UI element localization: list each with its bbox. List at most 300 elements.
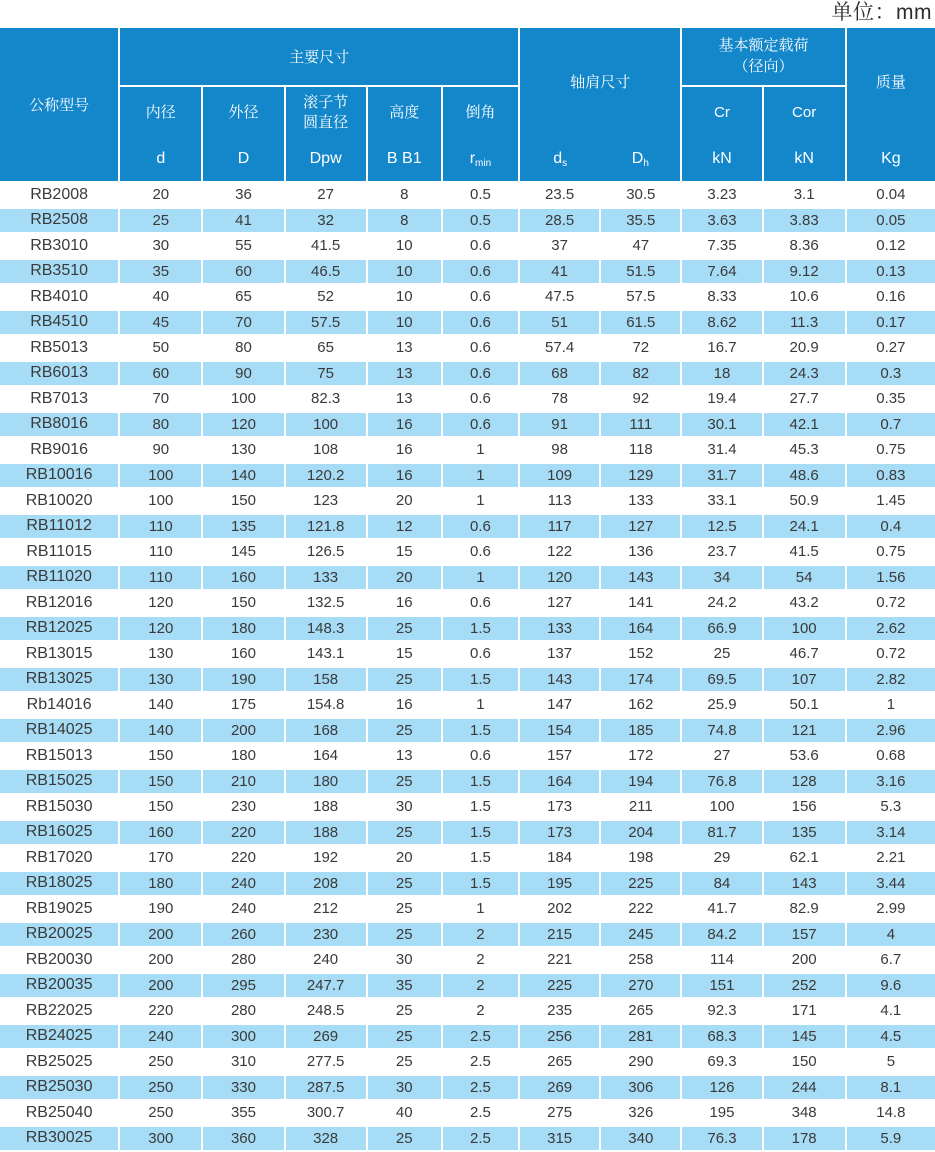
model-cell: RB6013 xyxy=(0,362,120,388)
value-cell: 160 xyxy=(203,566,285,592)
value-cell: 76.8 xyxy=(682,770,763,796)
col-header-ds: $d_s$ xyxy=(553,149,568,169)
value-cell: 0.17 xyxy=(847,311,935,337)
value-cell: 80 xyxy=(203,336,285,362)
table-row xyxy=(0,821,935,847)
value-cell: 8.62 xyxy=(682,311,763,337)
model-cell: RB14025 xyxy=(0,719,120,745)
table-row xyxy=(0,566,935,592)
model-cell: RB2008 xyxy=(0,183,120,209)
value-cell: 30.5 xyxy=(601,183,682,209)
value-cell: 135 xyxy=(764,821,847,847)
value-cell: 0.83 xyxy=(847,464,935,490)
value-cell: 0.5 xyxy=(443,183,520,209)
value-cell: 0.6 xyxy=(443,285,520,311)
value-cell: 55 xyxy=(203,234,285,260)
value-cell: 41.5 xyxy=(286,234,368,260)
value-cell: 250 xyxy=(120,1101,203,1127)
value-cell: 133 xyxy=(520,617,601,643)
value-cell: 9.12 xyxy=(764,260,847,286)
value-cell: 128 xyxy=(764,770,847,796)
value-cell: 164 xyxy=(601,617,682,643)
value-cell: 25 xyxy=(368,617,443,643)
table-row xyxy=(0,438,935,464)
table-row xyxy=(0,617,935,643)
table-row xyxy=(0,872,935,898)
value-cell: 8.36 xyxy=(764,234,847,260)
model-cell: RB25040 xyxy=(0,1101,120,1127)
value-cell: 220 xyxy=(120,999,203,1025)
value-cell: 0.12 xyxy=(847,234,935,260)
value-cell: 8 xyxy=(368,183,443,209)
value-cell: 5.3 xyxy=(847,795,935,821)
value-cell: 140 xyxy=(120,719,203,745)
value-cell: 195 xyxy=(682,1101,763,1127)
value-cell: 25.9 xyxy=(682,693,763,719)
table-row xyxy=(0,744,935,770)
value-cell: 172 xyxy=(601,744,682,770)
value-cell: 1.5 xyxy=(443,872,520,898)
value-cell: 245 xyxy=(601,923,682,949)
value-cell: 48.6 xyxy=(764,464,847,490)
value-cell: 250 xyxy=(120,1050,203,1076)
value-cell: 53.6 xyxy=(764,744,847,770)
table-row xyxy=(0,591,935,617)
value-cell: 269 xyxy=(520,1076,601,1102)
value-cell: 150 xyxy=(120,795,203,821)
value-cell: 0.6 xyxy=(443,642,520,668)
table-row xyxy=(0,795,935,821)
value-cell: 12.5 xyxy=(682,515,763,541)
model-cell: RB7013 xyxy=(0,387,120,413)
value-cell: 326 xyxy=(601,1101,682,1127)
value-cell: 108 xyxy=(286,438,368,464)
table-body xyxy=(0,183,935,1152)
model-cell: RB4010 xyxy=(0,285,120,311)
mass-unit-label: Kg xyxy=(881,150,901,167)
value-cell: 0.3 xyxy=(847,362,935,388)
value-cell: 82 xyxy=(601,362,682,388)
value-cell: 7.35 xyxy=(682,234,763,260)
value-cell: 198 xyxy=(601,846,682,872)
model-cell: RB10020 xyxy=(0,489,120,515)
value-cell: 140 xyxy=(120,693,203,719)
value-cell: 66.9 xyxy=(682,617,763,643)
value-cell: 30 xyxy=(368,795,443,821)
model-cell: RB19025 xyxy=(0,897,120,923)
value-cell: 0.6 xyxy=(443,362,520,388)
value-cell: 126 xyxy=(682,1076,763,1102)
value-cell: 40 xyxy=(120,285,203,311)
value-cell: 154 xyxy=(520,719,601,745)
value-cell: 65 xyxy=(286,336,368,362)
value-cell: 23.5 xyxy=(520,183,601,209)
value-cell: 46.7 xyxy=(764,642,847,668)
value-cell: 133 xyxy=(601,489,682,515)
value-cell: 171 xyxy=(764,999,847,1025)
value-cell: 114 xyxy=(682,948,763,974)
col-header-chamfer: 倒角 $r_{min}$ xyxy=(443,87,520,183)
value-cell: 20 xyxy=(120,183,203,209)
value-cell: 74.8 xyxy=(682,719,763,745)
value-cell: 211 xyxy=(601,795,682,821)
value-cell: 51.5 xyxy=(601,260,682,286)
value-cell: 0.6 xyxy=(443,336,520,362)
value-cell: 80 xyxy=(120,413,203,439)
value-cell: 140 xyxy=(203,464,285,490)
value-cell: 256 xyxy=(520,1025,601,1051)
table-row xyxy=(0,1050,935,1076)
model-cell: RB11020 xyxy=(0,566,120,592)
value-cell: 148.3 xyxy=(286,617,368,643)
value-cell: 29 xyxy=(682,846,763,872)
value-cell: 25 xyxy=(368,999,443,1025)
value-cell: 328 xyxy=(286,1127,368,1152)
table-row xyxy=(0,897,935,923)
value-cell: 42.1 xyxy=(764,413,847,439)
value-cell: 30 xyxy=(368,948,443,974)
value-cell: 57.4 xyxy=(520,336,601,362)
value-cell: 126.5 xyxy=(286,540,368,566)
value-cell: 10 xyxy=(368,260,443,286)
value-cell: 65 xyxy=(203,285,285,311)
value-cell: 23.7 xyxy=(682,540,763,566)
value-cell: 81.7 xyxy=(682,821,763,847)
value-cell: 27.7 xyxy=(764,387,847,413)
model-cell: RB13015 xyxy=(0,642,120,668)
value-cell: 27 xyxy=(286,183,368,209)
value-cell: 20 xyxy=(368,489,443,515)
value-cell: 60 xyxy=(120,362,203,388)
value-cell: 180 xyxy=(286,770,368,796)
value-cell: 25 xyxy=(682,642,763,668)
value-cell: 2 xyxy=(443,923,520,949)
value-cell: 280 xyxy=(203,999,285,1025)
value-cell: 25 xyxy=(368,897,443,923)
value-cell: 300 xyxy=(120,1127,203,1152)
value-cell: 1.5 xyxy=(443,617,520,643)
value-cell: 4.1 xyxy=(847,999,935,1025)
value-cell: 3.1 xyxy=(764,183,847,209)
value-cell: 265 xyxy=(520,1050,601,1076)
value-cell: 24.1 xyxy=(764,515,847,541)
value-cell: 0.6 xyxy=(443,234,520,260)
value-cell: 221 xyxy=(520,948,601,974)
value-cell: 68 xyxy=(520,362,601,388)
table-row xyxy=(0,1101,935,1127)
value-cell: 173 xyxy=(520,795,601,821)
value-cell: 25 xyxy=(368,719,443,745)
bearing-spec-table xyxy=(0,28,935,1152)
value-cell: 220 xyxy=(203,846,285,872)
value-cell: 0.16 xyxy=(847,285,935,311)
table-row xyxy=(0,642,935,668)
value-cell: 160 xyxy=(203,642,285,668)
value-cell: 30 xyxy=(368,1076,443,1102)
value-cell: 12 xyxy=(368,515,443,541)
value-cell: 2.5 xyxy=(443,1025,520,1051)
value-cell: 72 xyxy=(601,336,682,362)
value-cell: 121 xyxy=(764,719,847,745)
value-cell: 111 xyxy=(601,413,682,439)
model-cell: RB15013 xyxy=(0,744,120,770)
value-cell: 90 xyxy=(203,362,285,388)
value-cell: 35.5 xyxy=(601,209,682,235)
value-cell: 2.5 xyxy=(443,1050,520,1076)
value-cell: 110 xyxy=(120,566,203,592)
value-cell: 277.5 xyxy=(286,1050,368,1076)
value-cell: 0.75 xyxy=(847,438,935,464)
value-cell: 360 xyxy=(203,1127,285,1152)
table-row xyxy=(0,183,935,209)
value-cell: 168 xyxy=(286,719,368,745)
value-cell: 3.14 xyxy=(847,821,935,847)
value-cell: 225 xyxy=(601,872,682,898)
value-cell: 215 xyxy=(520,923,601,949)
value-cell: 1.5 xyxy=(443,795,520,821)
value-cell: 1 xyxy=(443,489,520,515)
value-cell: 1 xyxy=(443,566,520,592)
value-cell: 1 xyxy=(443,464,520,490)
value-cell: 110 xyxy=(120,540,203,566)
value-cell: 32 xyxy=(286,209,368,235)
value-cell: 41 xyxy=(203,209,285,235)
table-row xyxy=(0,336,935,362)
value-cell: 315 xyxy=(520,1127,601,1152)
value-cell: 310 xyxy=(203,1050,285,1076)
value-cell: 247.7 xyxy=(286,974,368,1000)
value-cell: 269 xyxy=(286,1025,368,1051)
value-cell: 31.7 xyxy=(682,464,763,490)
value-cell: 130 xyxy=(120,642,203,668)
value-cell: 0.27 xyxy=(847,336,935,362)
value-cell: 120 xyxy=(120,591,203,617)
value-cell: 184 xyxy=(520,846,601,872)
table-row xyxy=(0,1127,935,1152)
table-row xyxy=(0,693,935,719)
value-cell: 113 xyxy=(520,489,601,515)
value-cell: 10 xyxy=(368,311,443,337)
table-row xyxy=(0,285,935,311)
model-cell: RB16025 xyxy=(0,821,120,847)
value-cell: 25 xyxy=(368,1025,443,1051)
value-cell: 130 xyxy=(203,438,285,464)
model-cell: RB20030 xyxy=(0,948,120,974)
value-cell: 162 xyxy=(601,693,682,719)
value-cell: 200 xyxy=(203,719,285,745)
value-cell: 157 xyxy=(520,744,601,770)
value-cell: 1 xyxy=(443,693,520,719)
value-cell: 20 xyxy=(368,846,443,872)
value-cell: 185 xyxy=(601,719,682,745)
table-row xyxy=(0,489,935,515)
value-cell: 188 xyxy=(286,795,368,821)
value-cell: 28.5 xyxy=(520,209,601,235)
value-cell: 180 xyxy=(203,617,285,643)
value-cell: 135 xyxy=(203,515,285,541)
value-cell: 1 xyxy=(443,438,520,464)
value-cell: 265 xyxy=(601,999,682,1025)
value-cell: 137 xyxy=(520,642,601,668)
value-cell: 204 xyxy=(601,821,682,847)
value-cell: 2.99 xyxy=(847,897,935,923)
table-row xyxy=(0,923,935,949)
value-cell: 1 xyxy=(847,693,935,719)
value-cell: 15 xyxy=(368,540,443,566)
value-cell: 1.5 xyxy=(443,719,520,745)
value-cell: 4.5 xyxy=(847,1025,935,1051)
value-cell: 194 xyxy=(601,770,682,796)
value-cell: 50 xyxy=(120,336,203,362)
table-row xyxy=(0,387,935,413)
value-cell: 13 xyxy=(368,336,443,362)
value-cell: 225 xyxy=(520,974,601,1000)
value-cell: 281 xyxy=(601,1025,682,1051)
model-cell: RB2508 xyxy=(0,209,120,235)
value-cell: 306 xyxy=(601,1076,682,1102)
value-cell: 0.68 xyxy=(847,744,935,770)
value-cell: 250 xyxy=(120,1076,203,1102)
model-cell: Rb14016 xyxy=(0,693,120,719)
value-cell: 92 xyxy=(601,387,682,413)
value-cell: 31.4 xyxy=(682,438,763,464)
value-cell: 46.5 xyxy=(286,260,368,286)
value-cell: 240 xyxy=(203,872,285,898)
value-cell: 41.7 xyxy=(682,897,763,923)
value-cell: 14.8 xyxy=(847,1101,935,1127)
value-cell: 2 xyxy=(443,999,520,1025)
value-cell: 100 xyxy=(764,617,847,643)
value-cell: 127 xyxy=(601,515,682,541)
value-cell: 0.5 xyxy=(443,209,520,235)
table-row xyxy=(0,668,935,694)
value-cell: 92.3 xyxy=(682,999,763,1025)
value-cell: 2.5 xyxy=(443,1076,520,1102)
value-cell: 230 xyxy=(203,795,285,821)
value-cell: 212 xyxy=(286,897,368,923)
table-row xyxy=(0,234,935,260)
value-cell: 4 xyxy=(847,923,935,949)
model-cell: RB24025 xyxy=(0,1025,120,1051)
mass-label: 质量 xyxy=(875,74,906,92)
value-cell: 0.72 xyxy=(847,642,935,668)
value-cell: 3.16 xyxy=(847,770,935,796)
value-cell: 20.9 xyxy=(764,336,847,362)
model-cell: RB15030 xyxy=(0,795,120,821)
value-cell: 0.04 xyxy=(847,183,935,209)
value-cell: 0.6 xyxy=(443,387,520,413)
value-cell: 84 xyxy=(682,872,763,898)
value-cell: 240 xyxy=(120,1025,203,1051)
value-cell: 30 xyxy=(120,234,203,260)
value-cell: 340 xyxy=(601,1127,682,1152)
model-cell: RB18025 xyxy=(0,872,120,898)
value-cell: 150 xyxy=(203,591,285,617)
value-cell: 3.63 xyxy=(682,209,763,235)
col-group-basic-load: 基本额定载荷 （径向） xyxy=(682,28,846,87)
value-cell: 121.8 xyxy=(286,515,368,541)
value-cell: 52 xyxy=(286,285,368,311)
value-cell: 0.6 xyxy=(443,591,520,617)
value-cell: 127 xyxy=(520,591,601,617)
value-cell: 0.13 xyxy=(847,260,935,286)
value-cell: 143.1 xyxy=(286,642,368,668)
value-cell: 54 xyxy=(764,566,847,592)
value-cell: 43.2 xyxy=(764,591,847,617)
value-cell: 0.6 xyxy=(443,311,520,337)
value-cell: 0.35 xyxy=(847,387,935,413)
value-cell: 25 xyxy=(368,668,443,694)
value-cell: 2.21 xyxy=(847,846,935,872)
value-cell: 16 xyxy=(368,464,443,490)
value-cell: 13 xyxy=(368,744,443,770)
model-cell: RB10016 xyxy=(0,464,120,490)
value-cell: 348 xyxy=(764,1101,847,1127)
table-row xyxy=(0,770,935,796)
value-cell: 11.3 xyxy=(764,311,847,337)
value-cell: 47.5 xyxy=(520,285,601,311)
model-cell: RB12016 xyxy=(0,591,120,617)
value-cell: 120.2 xyxy=(286,464,368,490)
value-cell: 300 xyxy=(203,1025,285,1051)
value-cell: 1.5 xyxy=(443,770,520,796)
value-cell: 33.1 xyxy=(682,489,763,515)
value-cell: 16 xyxy=(368,591,443,617)
value-cell: 1.5 xyxy=(443,668,520,694)
model-cell: RB3010 xyxy=(0,234,120,260)
table-row xyxy=(0,540,935,566)
value-cell: 129 xyxy=(601,464,682,490)
value-cell: 1.45 xyxy=(847,489,935,515)
value-cell: 133 xyxy=(286,566,368,592)
value-cell: 0.05 xyxy=(847,209,935,235)
model-cell: RB11015 xyxy=(0,540,120,566)
model-cell: RB3510 xyxy=(0,260,120,286)
value-cell: 8 xyxy=(368,209,443,235)
value-cell: 100 xyxy=(120,464,203,490)
model-cell: RB22025 xyxy=(0,999,120,1025)
value-cell: 143 xyxy=(764,872,847,898)
table-row xyxy=(0,413,935,439)
value-cell: 0.72 xyxy=(847,591,935,617)
value-cell: 1.56 xyxy=(847,566,935,592)
value-cell: 100 xyxy=(286,413,368,439)
value-cell: 3.23 xyxy=(682,183,763,209)
table-row xyxy=(0,464,935,490)
value-cell: 25 xyxy=(368,821,443,847)
value-cell: 117 xyxy=(520,515,601,541)
value-cell: 287.5 xyxy=(286,1076,368,1102)
value-cell: 16 xyxy=(368,693,443,719)
value-cell: 118 xyxy=(601,438,682,464)
value-cell: 1.5 xyxy=(443,821,520,847)
col-group-shoulder-dimensions xyxy=(520,28,682,183)
value-cell: 68.3 xyxy=(682,1025,763,1051)
value-cell: 208 xyxy=(286,872,368,898)
value-cell: 34 xyxy=(682,566,763,592)
value-cell: 178 xyxy=(764,1127,847,1152)
value-cell: 235 xyxy=(520,999,601,1025)
value-cell: 25 xyxy=(120,209,203,235)
value-cell: 248.5 xyxy=(286,999,368,1025)
model-cell: RB9016 xyxy=(0,438,120,464)
value-cell: 100 xyxy=(120,489,203,515)
value-cell: 147 xyxy=(520,693,601,719)
col-header-inner-diameter: 内径 d xyxy=(120,87,203,183)
model-cell: RB25025 xyxy=(0,1050,120,1076)
value-cell: 132.5 xyxy=(286,591,368,617)
model-cell: RB4510 xyxy=(0,311,120,337)
